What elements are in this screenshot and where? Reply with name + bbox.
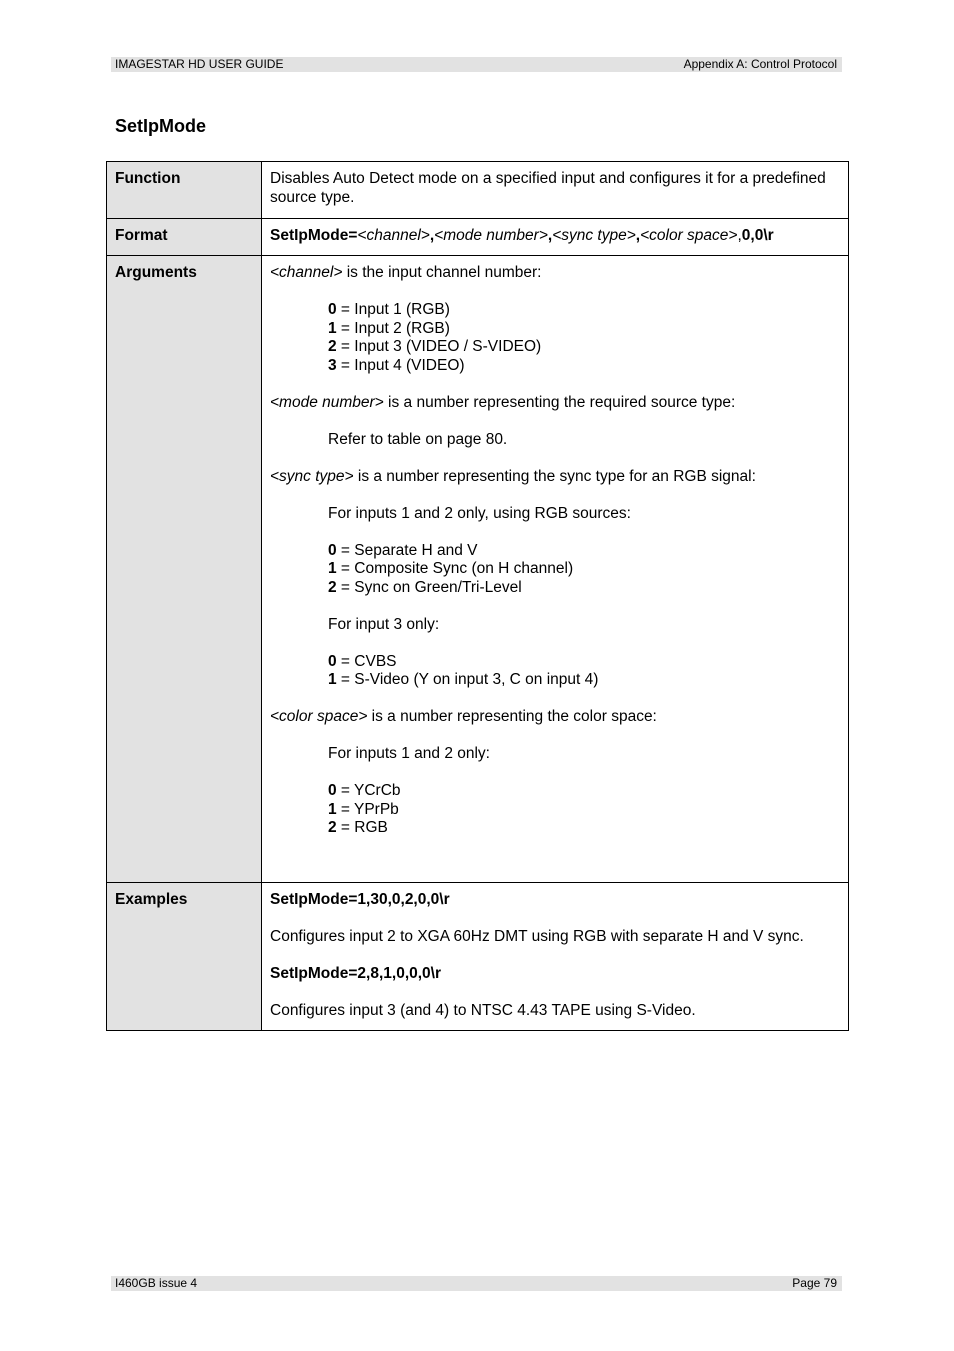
page-title: SetIpMode (115, 116, 207, 136)
footer-page-number: Page 79 (792, 1276, 837, 1290)
item-value: = RGB (336, 819, 388, 836)
sync-param: <sync type> (270, 467, 354, 485)
list-item (270, 338, 840, 357)
item-key: 2 (328, 819, 337, 836)
example-command-text: SetIpMode=1,30,0,2,0,0\r (270, 891, 450, 908)
item-value: = Input 4 (VIDEO) (336, 356, 465, 374)
format-label: Format (107, 219, 262, 256)
item-value: = S-Video (Y on input 3, C on input 4) (336, 671, 599, 688)
list-item (270, 782, 840, 801)
color-param: <color space> (270, 708, 368, 725)
format-command: SetIpMode= (270, 227, 358, 244)
format-param-mode: <mode number> (434, 227, 548, 244)
page-footer (111, 1276, 842, 1291)
example-command (270, 965, 840, 984)
item-value: = Composite Sync (on H channel) (336, 560, 574, 577)
format-param-color: <color space> (640, 227, 738, 244)
format-tail: 0,0\r (741, 227, 774, 244)
color-desc-text: is a number representing the color space: (367, 708, 657, 725)
item-value: = CVBS (336, 652, 397, 670)
format-row (107, 219, 849, 256)
page-header (111, 57, 842, 72)
format-syntax (262, 219, 849, 256)
item-value: = Separate H and V (336, 541, 478, 559)
example-command (270, 891, 840, 910)
mode-param: <mode number> (270, 393, 384, 411)
list-item (270, 560, 840, 579)
item-key: 2 (328, 578, 337, 596)
list-item (270, 579, 840, 598)
list-item (270, 671, 840, 690)
example-description: Configures input 3 (and 4) to NTSC 4.43 TAPE using S-Video. (270, 1002, 696, 1019)
sync-desc (270, 468, 840, 487)
item-key: 1 (328, 671, 337, 688)
arguments-label: Arguments (107, 256, 262, 883)
examples-body (262, 883, 849, 1031)
item-key: 0 (328, 782, 337, 799)
mode-desc-text: is a number representing the required source type: (383, 393, 736, 411)
item-value: = YPrPb (336, 800, 399, 818)
list-item (270, 320, 840, 339)
item-value: = Input 1 (RGB) (336, 301, 450, 318)
footer-issue: I460GB issue 4 (115, 1276, 198, 1290)
header-doc-title: IMAGESTAR HD USER GUIDE (115, 57, 284, 71)
sync-note-rgb: For inputs 1 and 2 only, using RGB sources: (328, 504, 631, 522)
item-key: 1 (328, 319, 337, 337)
function-label: Function (107, 162, 262, 219)
function-text: Disables Auto Detect mode on a specified input and configures it for a predefined source type. (262, 162, 849, 219)
arguments-body (262, 256, 849, 883)
item-value: = Input 3 (VIDEO / S-VIDEO) (336, 338, 542, 355)
list-item (270, 357, 840, 376)
color-note: For inputs 1 and 2 only: (328, 745, 490, 762)
list-item (270, 542, 840, 561)
item-key: 3 (328, 356, 337, 374)
example-description: Configures input 2 to XGA 60Hz DMT using RGB with separate H and V sync. (270, 928, 804, 945)
item-key: 0 (328, 541, 337, 559)
format-comma: , (547, 227, 553, 244)
channel-desc-text: is the input channel number: (342, 264, 542, 281)
mode-desc (270, 394, 840, 413)
item-value: = Input 2 (RGB) (336, 319, 450, 337)
list-item (270, 819, 840, 838)
color-desc (270, 708, 840, 727)
format-param-channel: <channel> (357, 227, 430, 244)
list-item (270, 301, 840, 320)
examples-row (107, 883, 849, 1031)
format-comma: , (737, 227, 742, 244)
list-item (270, 801, 840, 820)
arguments-row (107, 256, 849, 883)
item-value: = Sync on Green/Tri-Level (336, 578, 522, 596)
mode-note: Refer to table on page 80. (328, 430, 508, 448)
item-key: 1 (328, 800, 337, 818)
channel-param: <channel> (270, 264, 343, 281)
format-comma: , (429, 227, 435, 244)
item-key: 1 (328, 560, 337, 577)
item-key: 0 (328, 301, 337, 318)
examples-label: Examples (107, 883, 262, 1031)
format-comma: , (635, 227, 641, 244)
function-row (107, 162, 849, 219)
sync-note-video: For input 3 only: (328, 615, 440, 633)
list-item (270, 653, 840, 672)
item-key: 2 (328, 338, 337, 355)
item-key: 0 (328, 652, 337, 670)
sync-desc-text: is a number representing the sync type for an RGB signal: (353, 467, 756, 485)
channel-desc (270, 264, 840, 283)
command-table (106, 161, 849, 1031)
item-value: = YCrCb (336, 782, 401, 799)
format-param-sync: <sync type> (552, 227, 636, 244)
example-command-text: SetIpMode=2,8,1,0,0,0\r (270, 965, 442, 982)
header-section: Appendix A: Control Protocol (683, 57, 837, 71)
